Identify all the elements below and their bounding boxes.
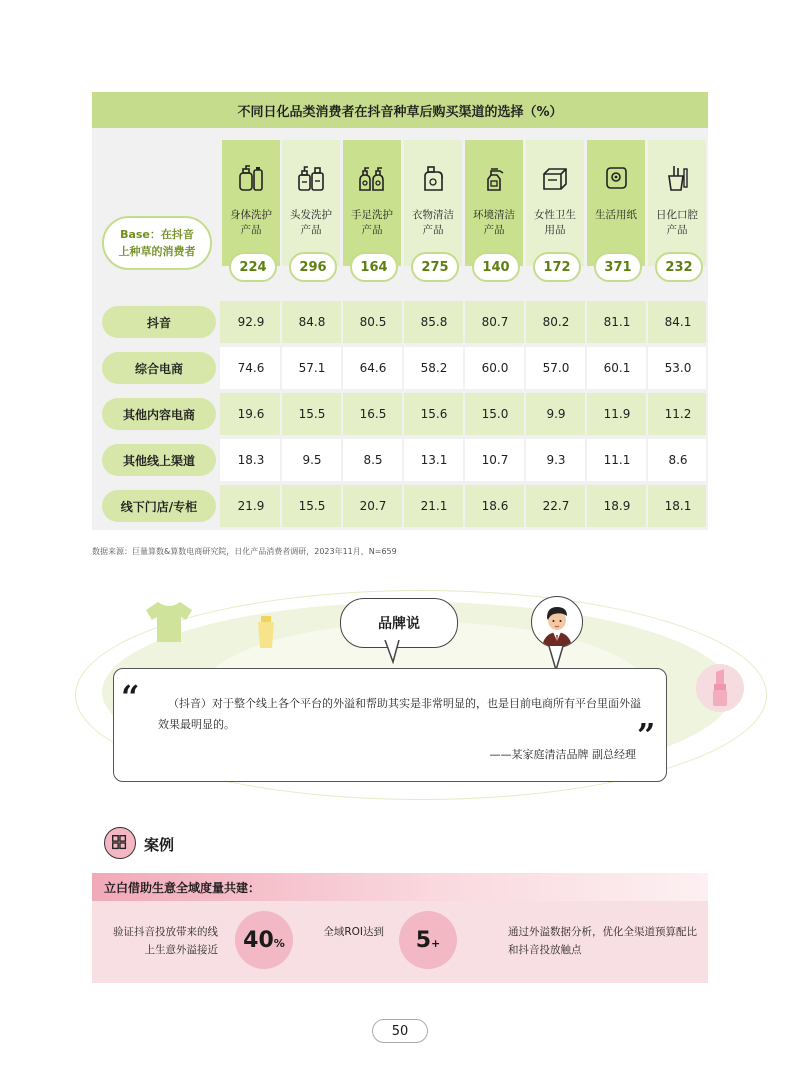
tissue-roll-icon [602,164,630,192]
table-cell: 60.1 [603,361,631,375]
row-label-general-ecommerce: 综合电商 [102,352,216,384]
table-cell: 85.8 [420,315,448,329]
stat-value: 40 [243,927,274,953]
spray-bottle-icon [480,164,508,192]
row-label-offline-store: 线下门店/专柜 [102,490,216,522]
column-name: 手足洗护 产品 [351,209,393,236]
close-quote-mark: ” [637,716,656,754]
column-name: 头发洗护 产品 [290,209,332,236]
table-cell: 13.1 [420,453,448,467]
table-cell: 57.1 [298,361,326,375]
grid-squares-icon [105,828,134,857]
avatar [531,596,583,648]
lotion-tube-icon [254,614,278,650]
table-cell: 74.6 [237,361,265,375]
case-banner-text: 立白借助生意全域度量共建： [104,880,261,895]
table-cell: 22.7 [542,499,570,513]
table-cell: 15.6 [420,407,448,421]
table-cell: 11.1 [603,453,631,467]
table-cell: 10.7 [481,453,509,467]
table-cell: 15.5 [298,499,326,513]
quote-text: （抖音）对于整个线上各个平台的外溢和帮助其实是非常明显的，也是目前电商所有平台里面外溢效果最明显的。 [158,697,641,731]
table-cell: 92.9 [237,315,265,329]
open-quote-mark: “ [121,678,140,716]
table-cell: 8.6 [668,453,688,467]
base-label-text: Base：在抖音上种草的消费者 [118,228,196,258]
table-cell: 11.9 [603,407,631,421]
column-header-hair-wash [282,140,340,266]
column-name: 女性卫生 用品 [534,209,576,236]
page-number: 50 [372,1019,428,1043]
table-cell: 18.6 [481,499,509,513]
table-cell: 9.3 [546,453,566,467]
base-count: 371 [594,252,642,282]
table-cell: 80.2 [542,315,570,329]
base-count: 140 [472,252,520,282]
stat-circle-5 [399,911,457,969]
table-cell: 19.6 [237,407,265,421]
column-name: 环境清洁 产品 [473,209,515,236]
tshirt-icon [142,598,196,644]
table-cell: 21.9 [237,499,265,513]
table-cell: 18.1 [664,499,692,513]
base-count: 232 [655,252,703,282]
stat-value: 5 [415,927,432,953]
case-item2-text: 全域ROI达到 [323,926,384,938]
table-cell: 81.1 [603,315,631,329]
column-name: 日化口腔 产品 [656,209,698,236]
base-count: 164 [350,252,398,282]
table-cell: 64.6 [359,361,387,375]
case-item1-text: 验证抖音投放带来的线上生意外溢接近 [113,926,218,956]
table-cell: 57.0 [542,361,570,375]
case-title: 案例 [144,836,175,854]
table-cell: 53.0 [664,361,692,375]
table-cell: 9.5 [302,453,322,467]
table-cell: 80.7 [481,315,509,329]
table-cell: 9.9 [546,407,566,421]
stat-circle-40 [235,911,293,969]
case-item3-text: 通过外溢数据分析，优化全渠道预算配比和抖音投放触点 [508,926,697,956]
table-cell: 18.3 [237,453,265,467]
toothbrush-cup-icon [663,164,691,192]
speech-bubble-tail [383,640,403,664]
base-count: 224 [229,252,277,282]
body-wash-bottles-icon [237,164,265,192]
row-label-other-content-ecommerce: 其他内容电商 [102,398,216,430]
laundry-detergent-icon [419,164,447,192]
stat-unit: % [273,936,285,950]
table-cell: 60.0 [481,361,509,375]
table-cell: 18.9 [603,499,631,513]
column-header-hand-foot [343,140,401,266]
table-cell: 8.5 [363,453,383,467]
table-cell: 11.2 [664,407,692,421]
column-header-tissue [587,140,645,266]
column-name: 衣物清洁 产品 [412,209,454,236]
case-icon [104,827,136,859]
column-header-feminine [526,140,584,266]
column-name: 生活用纸 [595,209,637,221]
table-cell: 21.1 [420,499,448,513]
case-banner [92,873,708,901]
data-source-note: 数据来源：巨量算数&算数电商研究院，日化产品消费者调研，2023年11月，N=659 [92,547,397,556]
lipstick-icon [709,668,731,708]
hand-soap-bottles-icon [358,164,386,192]
row-label-douyin: 抖音 [102,306,216,338]
quote-author: ——某家庭清洁品牌 副总经理 [489,748,636,761]
sanitary-pad-box-icon [541,164,569,192]
table-cell: 16.5 [359,407,387,421]
brand-says-label: 品牌说 [378,616,420,632]
table-cell: 84.8 [298,315,326,329]
column-name: 身体洗护 产品 [230,209,272,236]
table-cell: 15.5 [298,407,326,421]
manager-avatar-icon [532,597,582,647]
table-cell: 15.0 [481,407,509,421]
table-cell: 80.5 [359,315,387,329]
base-label [102,216,212,270]
table-cell: 84.1 [664,315,692,329]
shampoo-bottles-icon [297,164,325,192]
table-cell: 20.7 [359,499,387,513]
column-header-body-wash [222,140,280,266]
table-cell: 58.2 [420,361,448,375]
row-label-other-online: 其他线上渠道 [102,444,216,476]
column-header-environment [465,140,523,266]
base-count: 275 [411,252,459,282]
table-title: 不同日化品类消费者在抖音种草后购买渠道的选择（%） [92,92,708,128]
base-count: 172 [533,252,581,282]
column-header-oral [648,140,706,266]
column-header-laundry [404,140,462,266]
stat-unit: + [431,936,441,950]
base-count: 296 [289,252,337,282]
